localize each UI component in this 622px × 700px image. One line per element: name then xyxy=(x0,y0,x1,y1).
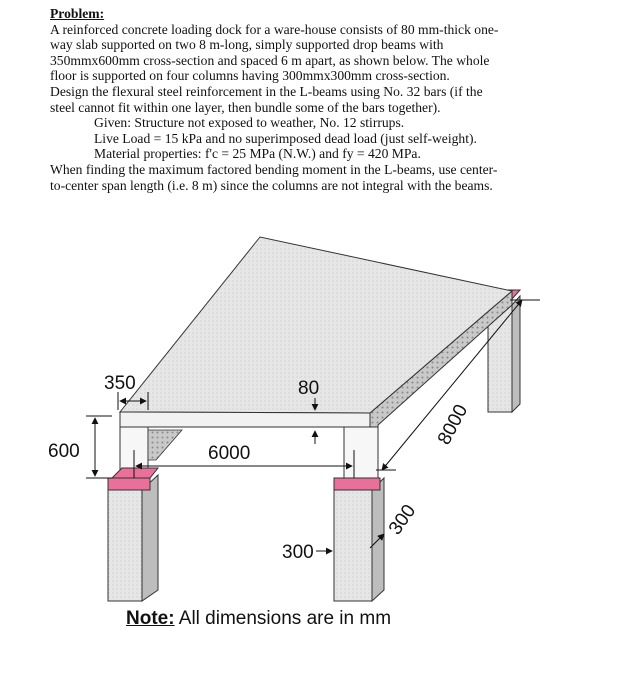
dim-column-width xyxy=(282,542,332,563)
given-line: Material properties: f'c = 25 MPa (N.W.) and fy = 420 MPa. xyxy=(94,146,421,162)
dim-label-300-a: 300 xyxy=(282,542,314,563)
right-bearing-pad xyxy=(334,478,380,490)
problem-line: way slab supported on two 8 m-long, simply supported drop beams with xyxy=(50,37,444,53)
given-line: Live Load = 15 kPa and no superimposed dead load (just self-weight). xyxy=(94,130,477,146)
dim-spacing xyxy=(134,443,354,478)
note-text: All dimensions are in mm xyxy=(174,608,392,629)
given-line: Given: Structure not exposed to weather, No. 12 stirrups. xyxy=(94,115,405,131)
dim-label-80: 80 xyxy=(298,378,320,399)
dim-label-6000: 6000 xyxy=(208,443,251,464)
closing-line: to-center span length (i.e. 8 m) since the columns are not integral with the beams. xyxy=(50,177,493,193)
dim-beam-depth xyxy=(48,416,112,478)
right-beam xyxy=(344,427,378,478)
problem-line: A reinforced concrete loading dock for a ware-house consists of 80 mm-thick one- xyxy=(50,21,499,37)
front-right-column xyxy=(334,478,384,601)
loading-dock-figure xyxy=(0,228,622,608)
dimension-note xyxy=(126,608,391,630)
dim-label-350: 350 xyxy=(104,373,136,394)
problem-statement xyxy=(50,6,595,193)
left-beam-soffit xyxy=(148,430,182,460)
dim-label-300-b: 300 xyxy=(384,500,421,539)
note-label: Note: xyxy=(126,608,175,629)
problem-heading: Problem: xyxy=(50,6,105,21)
problem-line: steel cannot fit within one layer, then bundle some of the bars together). xyxy=(50,99,441,115)
slab-front-edge xyxy=(120,412,370,427)
left-bearing-pad xyxy=(112,468,158,478)
front-left-column xyxy=(108,468,158,601)
problem-line: 350mmx600mm cross-section and spaced 6 m apart, as shown below. The whole xyxy=(50,52,490,68)
dim-label-600: 600 xyxy=(48,441,80,462)
closing-line: When finding the maximum factored bending moment in the L-beams, use center- xyxy=(50,161,498,177)
dim-label-8000: 8000 xyxy=(433,401,473,449)
problem-line: floor is supported on four columns having 300mmx300mm cross-section. xyxy=(50,68,450,84)
problem-line: Design the flexural steel reinforcement in the L-beams using No. 32 bars (if the xyxy=(50,83,483,99)
